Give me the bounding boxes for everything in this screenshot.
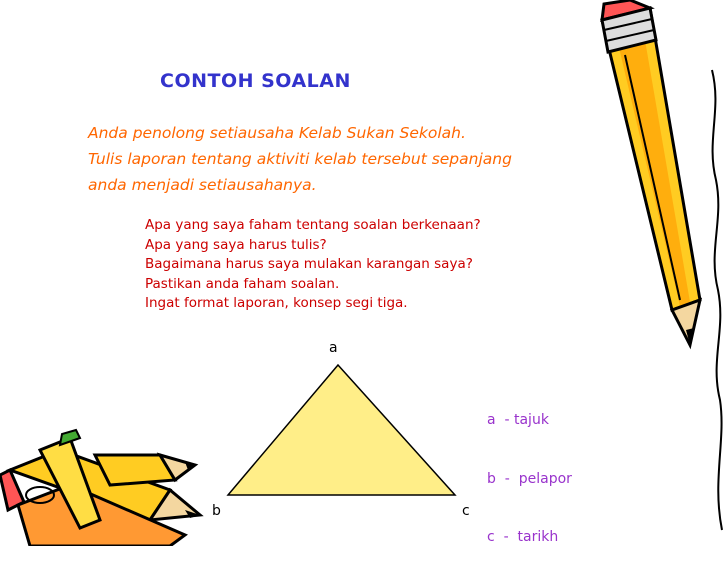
question-text	[88, 120, 512, 198]
legend	[487, 372, 572, 567]
tips-list	[145, 216, 481, 314]
tip-item: Apa yang saya faham tentang soalan berkenaan?	[145, 217, 481, 233]
question-line: Tulis laporan tentang aktiviti kelab tersebut sepanjang	[88, 150, 512, 168]
legend-item: c - tarikh	[487, 529, 559, 545]
tip-item: Pastikan anda faham soalan.	[145, 275, 340, 292]
tip-item: Apa yang saya harus tulis?	[145, 236, 327, 253]
legend-item: b - pelapor	[487, 470, 572, 487]
vertex-label-a: a	[329, 340, 338, 356]
legend-item: a - tajuk	[487, 412, 549, 428]
triangle-shape	[228, 365, 455, 495]
tip-item: Bagaimana harus saya mulakan karangan saya?	[145, 256, 473, 272]
question-line: anda menjadi setiausahanya.	[88, 176, 317, 194]
vertex-label-b: b	[212, 503, 221, 519]
page-title: CONTOH SOALAN	[160, 70, 351, 92]
tip-item: Ingat format laporan, konsep segi tiga.	[145, 295, 408, 311]
vertex-label-c: c	[462, 503, 470, 519]
question-line: Anda penolong setiausaha Kelab Sukan Sekolah.	[88, 124, 466, 142]
